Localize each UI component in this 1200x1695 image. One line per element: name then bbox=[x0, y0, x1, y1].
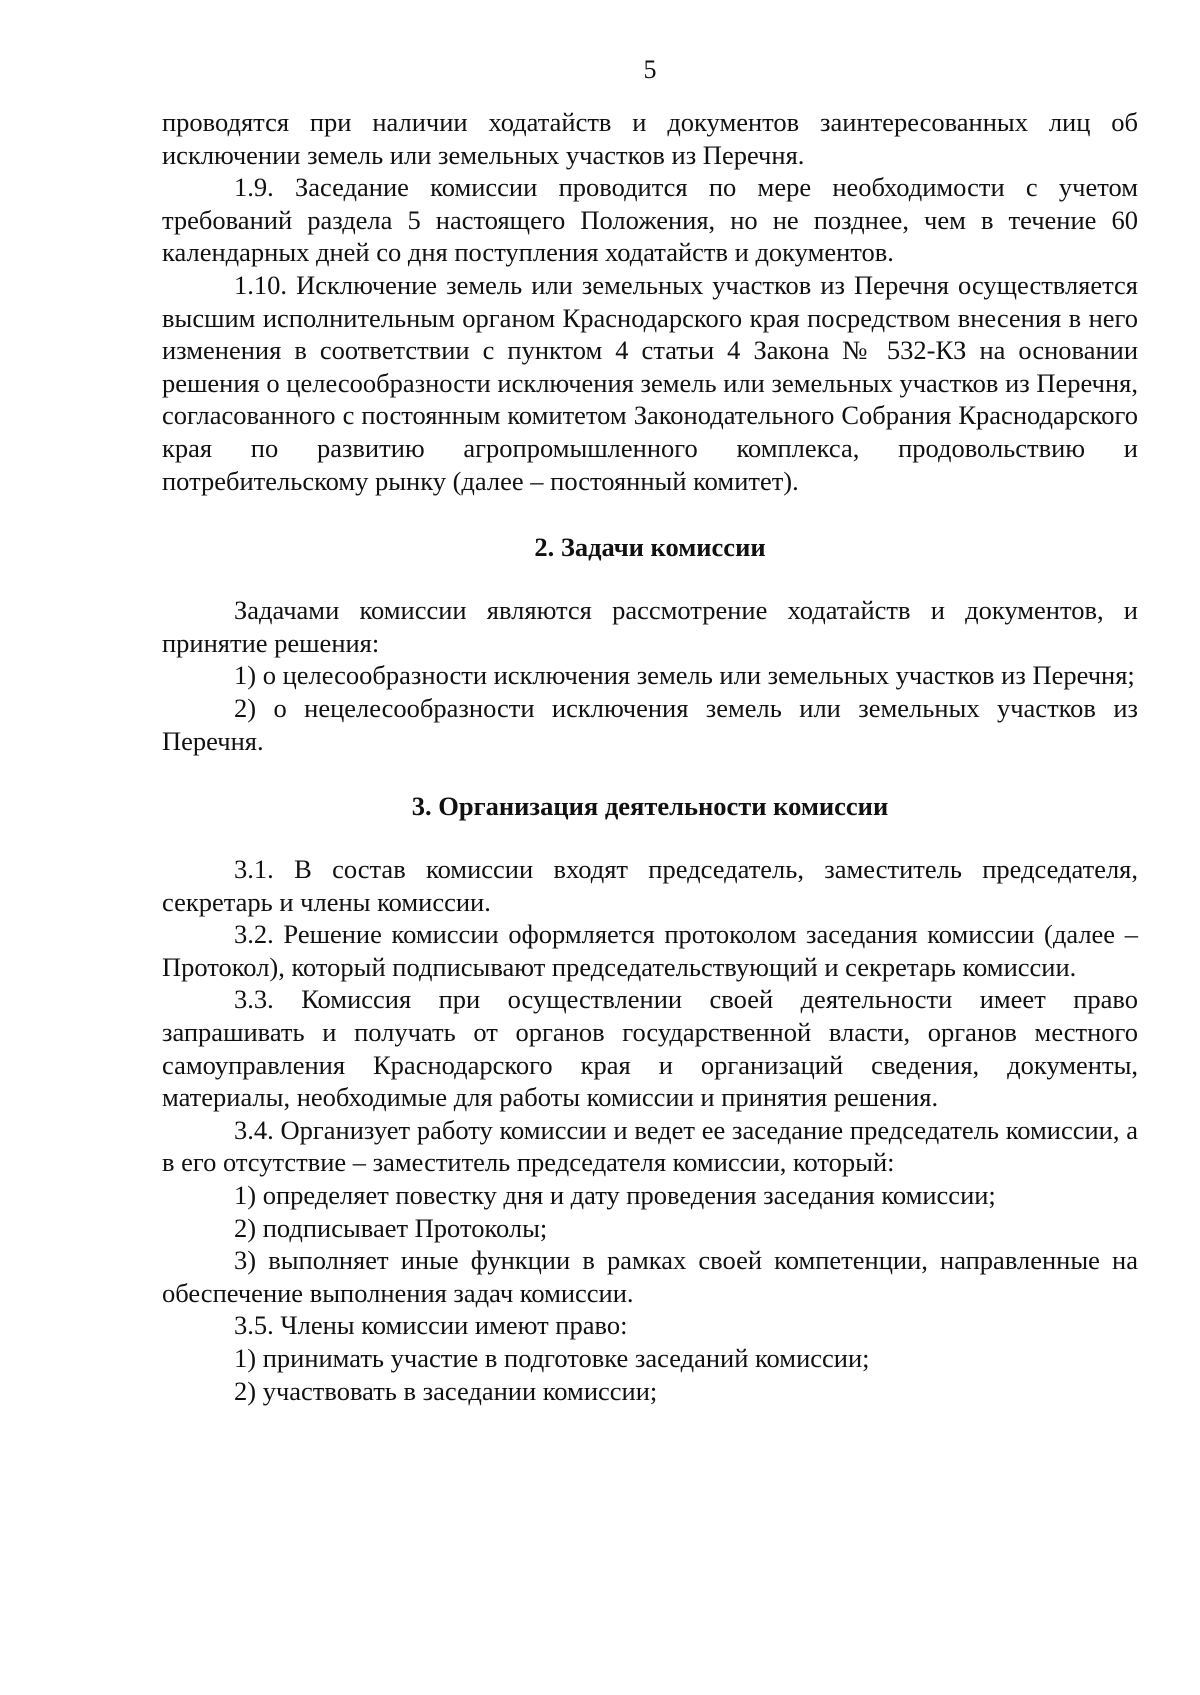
paragraph-3-5: 3.5. Члены комиссии имеют право: bbox=[234, 1310, 628, 1341]
section-2-intro: Задачами комиссии являются рассмотрение ходатайств и документов, и принятие решения: bbox=[162, 595, 1138, 658]
paragraph-3-4: 3.4. Организует работу комиссии и ведет ее заседание председатель комиссии, а в его отсутствие – заместитель председателя комиссии, который: bbox=[162, 1114, 1138, 1178]
page-number: 5 bbox=[643, 55, 657, 84]
paragraph-1-9: 1.9. Заседание комиссии проводится по мере необходимости с учетом требований раздела 5 настоящего Положения, но не позднее, чем в течение 60 календарных дней со дня поступления ходатайств и документов. bbox=[162, 172, 1138, 268]
paragraph-continuation: проводятся при наличии ходатайств и документов заинтересованных лиц об исключении земель или земельных участков из Перечня. bbox=[162, 107, 1138, 170]
section-2-item-2: 2) о нецелесообразности исключения земель или земельных участков из Перечня. bbox=[162, 692, 1138, 756]
section-2-item-1: 1) о целесообразности исключения земель или земельных участков из Перечня; bbox=[234, 660, 1135, 691]
paragraph-3-5-item-1: 1) принимать участие в подготовке заседаний комиссии; bbox=[234, 1343, 870, 1373]
paragraph-3-5-item-2: 2) участвовать в заседании комиссии; bbox=[234, 1375, 658, 1406]
paragraph-3-4-item-1: 1) определяет повестку дня и дату проведения заседания комиссии; bbox=[234, 1180, 996, 1211]
paragraph-3-4-item-2: 2) подписывает Протоколы; bbox=[234, 1212, 548, 1243]
section-2-heading: 2. Задачи комиссии bbox=[534, 532, 766, 563]
section-3-heading: 3. Организация деятельности комиссии bbox=[411, 791, 889, 822]
paragraph-3-3: 3.3. Комиссия при осуществлении своей деятельности имеет право запрашивать и получать от органов государственной власти, органов местного самоуправления Краснодарского края и организаций сведения, документы, материалы, необходимые для работы комиссии и принятия решения. bbox=[162, 984, 1138, 1113]
paragraph-3-4-item-3: 3) выполняет иные функции в рамках своей компетенции, направленные на обеспечение выполнения задач комиссии. bbox=[162, 1245, 1138, 1308]
paragraph-3-2: 3.2. Решение комиссии оформляется протоколом заседания комиссии (далее – Протокол), который подписывают председательствующий и секретарь комиссии. bbox=[162, 919, 1138, 982]
paragraph-3-1: 3.1. В состав комиссии входят председатель, заместитель председателя, секретарь и члены комиссии. bbox=[162, 854, 1138, 917]
paragraph-1-10: 1.10. Исключение земель или земельных участков из Перечня осуществляется высшим исполнительным органом Краснодарского края посредством внесения в него изменения в соответствии с пунктом 4 статьи 4 Закона № 532-КЗ на основании решения о целесообразности исключения земель или земельных участков из Перечня, согласованного с постоянным комитетом Законодательного Собрания Краснодарского края по развитию агропромышленного комплекса, продовольствию и потребительскому рынку (далее – постоянный комитет). bbox=[162, 269, 1138, 496]
